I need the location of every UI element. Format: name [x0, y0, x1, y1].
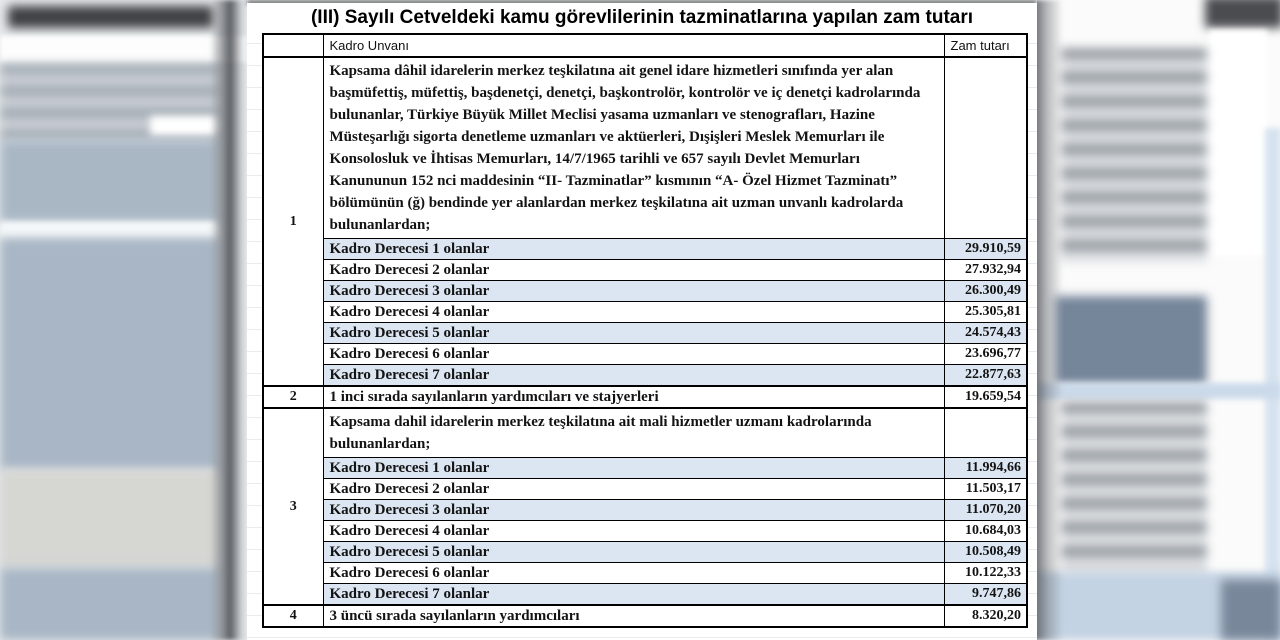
right-edge-shadow — [1037, 0, 1063, 640]
blurred-left-white-band-2 — [0, 222, 218, 238]
zam-tutari-cell: 10.122,33 — [944, 563, 1027, 584]
table-row — [263, 386, 1027, 408]
row-number-cell: 4 — [263, 605, 323, 627]
zam-tutari-cell: 25.305,81 — [944, 302, 1027, 323]
table-row — [263, 479, 1027, 500]
table-row — [263, 584, 1027, 606]
background-left-panel — [0, 0, 247, 640]
table-header-row — [263, 34, 1027, 57]
kadro-unvani-cell: Kadro Derecesi 3 olanlar — [323, 500, 944, 521]
blurred-right-blue-band — [1037, 383, 1280, 399]
kadro-unvani-cell: Kapsama dâhil idarelerin merkez teşkilatına ait genel idare hizmetleri sınıfında yer alan başmüfettiş, müfettiş, başdenetçi, denetçi, başkontrolör, kontrolör ve iç denetçi kadrolarında bulunanlar, Türkiye Büyük Millet Meclisi yasama uzmanları ve stenografları, Hazine Müsteşarlığı sigorta denetleme uzmanları ve aktüerleri, Dışişleri Meslek Memurları ile Konsolosluk ve İhtisas Memurları, 14/7/1965 tarihli ve 657 sayılı Devlet Memurları Kanununun 152 nci maddesinin “II- Tazminatlar” kısmının “A- Özel Hizmet Tazminatı” bölümünün (ğ) bendinde yer alanlardan merkez teşkilatına ait uzman unvanlı kadrolarda bulunanlardan; — [323, 57, 944, 239]
zam-tutari-cell: 24.574,43 — [944, 323, 1027, 344]
zam-tutari-cell: 11.503,17 — [944, 479, 1027, 500]
blurred-right-dark-block — [1055, 296, 1207, 384]
blurred-left-blue-block-2 — [0, 238, 218, 470]
zam-tutari-cell: 9.747,86 — [944, 584, 1027, 606]
zam-tutari-cell: 22.877,63 — [944, 365, 1027, 387]
table-row — [263, 542, 1027, 563]
zam-tutari-cell: 10.684,03 — [944, 521, 1027, 542]
blurred-left-white-gap — [150, 116, 218, 136]
col-header-rownum — [263, 34, 323, 57]
kadro-unvani-cell: Kadro Derecesi 1 olanlar — [323, 239, 944, 260]
table-row — [263, 323, 1027, 344]
kadro-unvani-cell: 3 üncü sırada sayılanların yardımcıları — [323, 605, 944, 627]
zam-tutari-cell: 27.932,94 — [944, 260, 1027, 281]
zam-tutari-cell — [944, 408, 1027, 458]
zam-tutari-cell: 29.910,59 — [944, 239, 1027, 260]
blurred-right-text-block-2 — [1061, 402, 1207, 572]
kadro-unvani-cell: Kadro Derecesi 7 olanlar — [323, 365, 944, 387]
zam-tutari-cell: 26.300,49 — [944, 281, 1027, 302]
table-row — [263, 500, 1027, 521]
zam-tutari-cell: 11.070,20 — [944, 500, 1027, 521]
zam-tutari-cell: 19.659,54 — [944, 386, 1027, 408]
table-row — [263, 344, 1027, 365]
table-body — [263, 57, 1027, 627]
row-number-cell: 1 — [263, 57, 323, 386]
kadro-unvani-cell: Kapsama dahil idarelerin merkez teşkilatına ait mali hizmetler uzmanı kadrolarında bulunanlardan; — [323, 408, 944, 458]
kadro-unvani-cell: Kadro Derecesi 1 olanlar — [323, 458, 944, 479]
kadro-unvani-cell: Kadro Derecesi 5 olanlar — [323, 323, 944, 344]
kadro-unvani-cell: Kadro Derecesi 2 olanlar — [323, 260, 944, 281]
table-row — [263, 521, 1027, 542]
kadro-unvani-cell: Kadro Derecesi 3 olanlar — [323, 281, 944, 302]
blurred-right-gray-blob — [1221, 580, 1280, 640]
row-number-cell: 2 — [263, 386, 323, 408]
zam-tutari-cell: 23.696,77 — [944, 344, 1027, 365]
blurred-left-blue-block-3 — [0, 568, 218, 640]
kadro-unvani-cell: Kadro Derecesi 7 olanlar — [323, 584, 944, 606]
zam-tutari-table — [262, 33, 1028, 628]
kadro-unvani-cell: 1 inci sırada sayılanların yardımcıları ve stajyerleri — [323, 386, 944, 408]
background-right-panel — [1037, 0, 1280, 640]
blurred-right-text-block-1 — [1061, 48, 1207, 262]
blurred-left-blue-block-1 — [0, 140, 218, 222]
kadro-unvani-cell: Kadro Derecesi 2 olanlar — [323, 479, 944, 500]
kadro-unvani-cell: Kadro Derecesi 4 olanlar — [323, 521, 944, 542]
table-row — [263, 57, 1027, 239]
col-header-kadro-unvani: Kadro Unvanı — [323, 34, 944, 57]
table-row — [263, 458, 1027, 479]
table-row — [263, 260, 1027, 281]
zam-tutari-cell: 10.508,49 — [944, 542, 1027, 563]
kadro-unvani-cell: Kadro Derecesi 5 olanlar — [323, 542, 944, 563]
col-header-zam-tutari: Zam tutarı — [944, 34, 1027, 57]
kadro-unvani-cell: Kadro Derecesi 6 olanlar — [323, 563, 944, 584]
table-row — [263, 408, 1027, 458]
page-title: (III) Sayılı Cetveldeki kamu görevlilerinin tazminatlarına yapılan zam tutarı — [247, 3, 1037, 32]
table-row — [263, 365, 1027, 387]
zam-tutari-cell — [944, 57, 1027, 239]
zam-tutari-cell: 11.994,66 — [944, 458, 1027, 479]
blurred-right-corner-block — [1205, 0, 1280, 28]
blurred-left-gray-block — [0, 470, 218, 568]
kadro-unvani-cell: Kadro Derecesi 4 olanlar — [323, 302, 944, 323]
left-edge-shadow — [210, 0, 247, 640]
row-number-cell: 3 — [263, 408, 323, 605]
zam-tutari-cell: 8.320,20 — [944, 605, 1027, 627]
table-row — [263, 239, 1027, 260]
table-row — [263, 563, 1027, 584]
blurred-left-heading — [8, 6, 213, 28]
kadro-unvani-cell: Kadro Derecesi 6 olanlar — [323, 344, 944, 365]
table-row — [263, 281, 1027, 302]
compensation-table — [262, 33, 1028, 628]
blurred-right-white-column — [1209, 30, 1267, 256]
table-row — [263, 302, 1027, 323]
table-row — [263, 605, 1027, 627]
